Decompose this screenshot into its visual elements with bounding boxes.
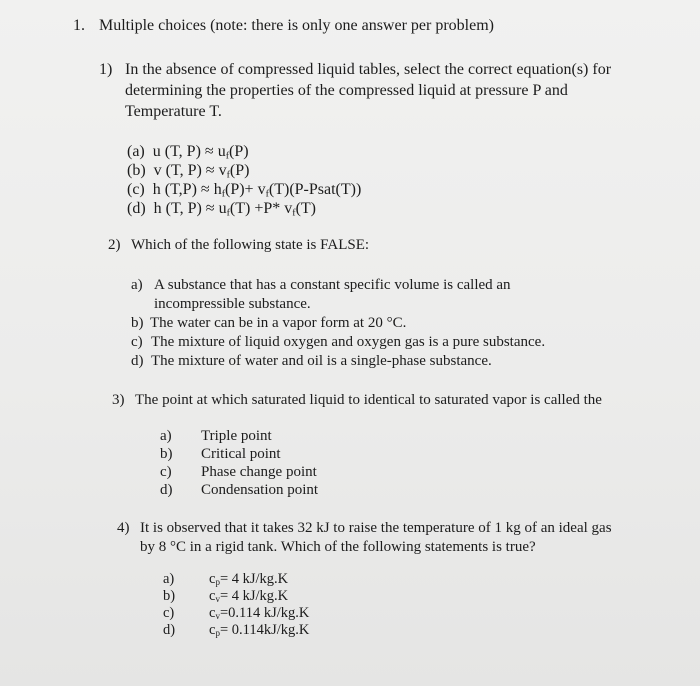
q4-number: 4) xyxy=(117,520,130,536)
option-text: h $(T,P) \approx h_f(P)+$ $v_f(T)(P-Psat(T))$ xyxy=(152,181,362,200)
q2-option-d-line-1: The mixture of water and oil is a single-phase substance. xyxy=(151,353,492,369)
q3-option-c-label: c) xyxy=(160,464,172,480)
q4-option-d-text: $c_p= 0.114kJ/kg.K$ xyxy=(209,622,310,639)
q3-option-a-text: Triple point xyxy=(201,428,272,444)
q3-number: 3) xyxy=(112,392,125,408)
q2-option-a-line-2: incompressible substance. xyxy=(154,296,311,312)
section-number: 1. xyxy=(73,17,85,34)
q4-option-b-label: b) xyxy=(163,588,176,604)
q1-text-line-3: Temperature T. xyxy=(125,103,222,120)
q2-text: Which of the following state is FALSE: xyxy=(131,237,370,253)
q2-option-d-label: d) xyxy=(131,353,144,369)
option-label: (b) xyxy=(127,162,146,179)
q1-option-c xyxy=(127,181,361,199)
q4-option-a-label: a) xyxy=(163,571,175,587)
q4-option-c-text: $c_v=0.114$ kJ/kg.K xyxy=(209,605,310,622)
q2-option-a-line-1: A substance that has a constant specific volume is called an xyxy=(154,277,511,293)
q4-text-line-1: It is observed that it takes 32 kJ to raise the temperature of 1 kg of an ideal gas xyxy=(140,520,612,536)
q4-option-b-text: $c_v= 4$ kJ/kg.K xyxy=(209,588,289,605)
q1-option-b xyxy=(127,162,249,180)
q1-number: 1) xyxy=(99,61,113,78)
q2-option-b-label: b) xyxy=(131,315,144,331)
q2-number: 2) xyxy=(108,237,121,253)
q3-option-d-text: Condensation point xyxy=(201,482,319,498)
q3-option-a-label: a) xyxy=(160,428,172,444)
q3-option-b-label: b) xyxy=(160,446,173,462)
option-label: (a) xyxy=(127,143,145,160)
q4-option-d-label: d) xyxy=(163,622,176,638)
q3-text: The point at which saturated liquid to identical to saturated vapor is called the xyxy=(135,392,602,408)
q1-text-line-2: determining the properties of the compressed liquid at pressure P and xyxy=(125,82,568,99)
q1-text-line-1: In the absence of compressed liquid tables, select the correct equation(s) for xyxy=(125,61,612,78)
q3-option-b-text: Critical point xyxy=(201,446,281,462)
section-title: Multiple choices (note: there is only one answer per problem) xyxy=(99,17,494,34)
q1-option-a xyxy=(127,143,249,161)
q4-text-line-2: by 8 °C in a rigid tank. Which of the following statements is true? xyxy=(140,539,536,555)
q4-option-a-text: $c_p= 4$ kJ/kg.K xyxy=(209,571,289,588)
q2-option-c-label: c) xyxy=(131,334,143,350)
option-text: v (T, $P) \approx v_f(P)$ xyxy=(153,162,250,181)
option-text: h (T, $P) \approx u_f(T) +P*$ $v_f(T)$ xyxy=(153,200,316,219)
q3-option-c-text: Phase change point xyxy=(201,464,317,480)
q2-option-a-label: a) xyxy=(131,277,143,293)
q1-option-d xyxy=(127,200,316,218)
option-label: (c) xyxy=(127,181,145,198)
option-label: (d) xyxy=(127,200,146,217)
q3-option-d-label: d) xyxy=(160,482,173,498)
q4-option-c-label: c) xyxy=(163,605,175,621)
q2-option-b-line-1: The water can be in a vapor form at 20 °C. xyxy=(150,315,407,331)
option-text: u (T, $P) \approx u_f(P)$ xyxy=(152,143,249,162)
q2-option-c-line-1: The mixture of liquid oxygen and oxygen gas is a pure substance. xyxy=(151,334,546,350)
